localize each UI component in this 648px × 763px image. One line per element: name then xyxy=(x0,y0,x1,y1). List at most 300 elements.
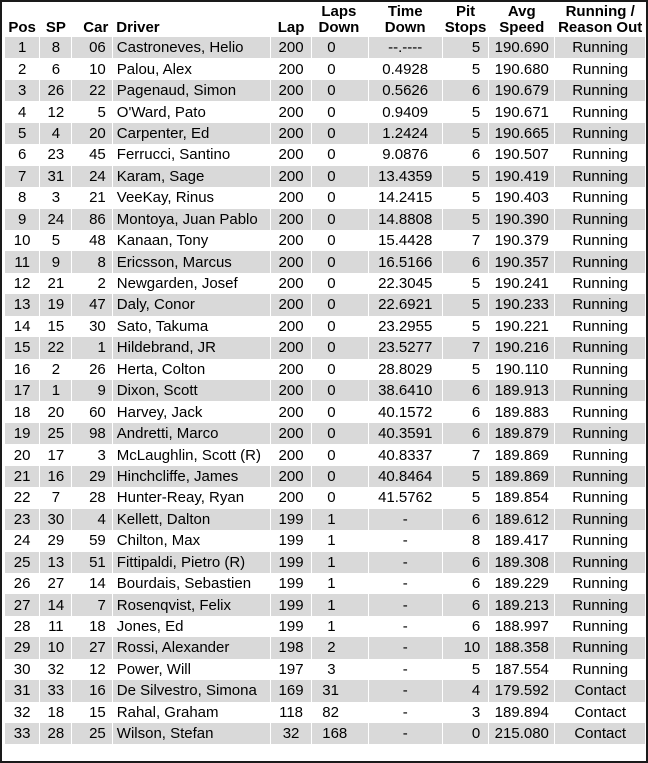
cell-pit-stops: 0 xyxy=(442,723,488,744)
cell-laps-down: 168 xyxy=(312,723,368,744)
cell-pos: 20 xyxy=(5,444,40,465)
cell-status: Running xyxy=(555,573,646,594)
cell-pos: 11 xyxy=(5,251,40,272)
cell-avg-speed: 215.080 xyxy=(489,723,555,744)
cell-lap: 200 xyxy=(270,144,311,165)
cell-avg-speed: 190.680 xyxy=(489,58,555,79)
cell-avg-speed: 190.357 xyxy=(489,251,555,272)
cell-car: 20 xyxy=(72,123,112,144)
cell-status: Running xyxy=(555,123,646,144)
cell-sp: 8 xyxy=(40,37,72,58)
cell-avg-speed: 190.507 xyxy=(489,144,555,165)
cell-laps-down: 0 xyxy=(312,37,368,58)
cell-sp: 26 xyxy=(40,80,72,101)
cell-car: 06 xyxy=(72,37,112,58)
cell-status: Running xyxy=(555,616,646,637)
cell-driver: Kellett, Dalton xyxy=(112,509,270,530)
cell-avg-speed: 190.419 xyxy=(489,166,555,187)
cell-driver: Hunter-Reay, Ryan xyxy=(112,487,270,508)
cell-time-down: - xyxy=(368,659,442,680)
cell-laps-down: 0 xyxy=(312,123,368,144)
cell-avg-speed: 190.379 xyxy=(489,230,555,251)
cell-pos: 32 xyxy=(5,702,40,723)
cell-laps-down: 0 xyxy=(312,294,368,315)
cell-sp: 11 xyxy=(40,616,72,637)
table-header-row xyxy=(5,2,646,37)
header-time-down-line2: Down xyxy=(384,19,426,36)
cell-pos: 1 xyxy=(5,37,40,58)
table-row xyxy=(5,380,646,401)
table-row xyxy=(5,316,646,337)
cell-avg-speed: 189.913 xyxy=(489,380,555,401)
cell-lap: 200 xyxy=(270,101,311,122)
cell-sp: 33 xyxy=(40,680,72,701)
cell-driver: Pagenaud, Simon xyxy=(112,80,270,101)
table-row xyxy=(5,58,646,79)
cell-laps-down: 0 xyxy=(312,58,368,79)
cell-car: 48 xyxy=(72,230,112,251)
cell-avg-speed: 189.308 xyxy=(489,552,555,573)
cell-sp: 28 xyxy=(40,723,72,744)
cell-lap: 199 xyxy=(270,573,311,594)
cell-avg-speed: 189.869 xyxy=(489,466,555,487)
results-body xyxy=(5,37,646,744)
cell-pit-stops: 5 xyxy=(442,166,488,187)
cell-avg-speed: 190.679 xyxy=(489,80,555,101)
cell-sp: 27 xyxy=(40,573,72,594)
cell-pit-stops: 7 xyxy=(442,337,488,358)
cell-time-down: 22.3045 xyxy=(368,273,442,294)
cell-avg-speed: 190.233 xyxy=(489,294,555,315)
cell-pit-stops: 8 xyxy=(442,530,488,551)
cell-pit-stops: 5 xyxy=(442,359,488,380)
cell-car: 3 xyxy=(72,444,112,465)
table-row xyxy=(5,359,646,380)
cell-avg-speed: 190.241 xyxy=(489,273,555,294)
cell-sp: 24 xyxy=(40,209,72,230)
cell-pos: 19 xyxy=(5,423,40,444)
cell-sp: 10 xyxy=(40,637,72,658)
cell-sp: 16 xyxy=(40,466,72,487)
cell-time-down: 13.4359 xyxy=(368,166,442,187)
cell-lap: 200 xyxy=(270,487,311,508)
cell-laps-down: 0 xyxy=(312,316,368,337)
cell-driver: Dixon, Scott xyxy=(112,380,270,401)
cell-driver: Palou, Alex xyxy=(112,58,270,79)
cell-sp: 29 xyxy=(40,530,72,551)
cell-car: 12 xyxy=(72,659,112,680)
cell-sp: 12 xyxy=(40,101,72,122)
header-pit-stops xyxy=(442,2,488,37)
cell-status: Running xyxy=(555,166,646,187)
cell-pit-stops: 5 xyxy=(442,273,488,294)
cell-laps-down: 2 xyxy=(312,637,368,658)
cell-status: Running xyxy=(555,273,646,294)
cell-pos: 6 xyxy=(5,144,40,165)
cell-time-down: 40.8464 xyxy=(368,466,442,487)
cell-status: Running xyxy=(555,637,646,658)
cell-avg-speed: 190.671 xyxy=(489,101,555,122)
cell-pit-stops: 6 xyxy=(442,594,488,615)
cell-pos: 17 xyxy=(5,380,40,401)
cell-car: 30 xyxy=(72,316,112,337)
cell-time-down: - xyxy=(368,573,442,594)
table-row xyxy=(5,637,646,658)
cell-driver: Jones, Ed xyxy=(112,616,270,637)
header-status-line2: Reason Out xyxy=(558,19,643,36)
header-avg-speed-line1: Avg xyxy=(507,3,536,20)
cell-time-down: 9.0876 xyxy=(368,144,442,165)
table-row xyxy=(5,166,646,187)
cell-pit-stops: 5 xyxy=(442,294,488,315)
cell-car: 9 xyxy=(72,380,112,401)
cell-sp: 14 xyxy=(40,594,72,615)
cell-status: Running xyxy=(555,552,646,573)
cell-pit-stops: 5 xyxy=(442,123,488,144)
cell-pos: 21 xyxy=(5,466,40,487)
cell-avg-speed: 187.554 xyxy=(489,659,555,680)
table-row xyxy=(5,723,646,744)
cell-status: Running xyxy=(555,101,646,122)
cell-car: 29 xyxy=(72,466,112,487)
cell-car: 47 xyxy=(72,294,112,315)
cell-lap: 199 xyxy=(270,530,311,551)
cell-pit-stops: 6 xyxy=(442,401,488,422)
cell-sp: 5 xyxy=(40,230,72,251)
cell-avg-speed: 189.869 xyxy=(489,444,555,465)
table-row xyxy=(5,401,646,422)
cell-status: Running xyxy=(555,337,646,358)
cell-lap: 118 xyxy=(270,702,311,723)
cell-car: 2 xyxy=(72,273,112,294)
table-row xyxy=(5,80,646,101)
cell-pos: 2 xyxy=(5,58,40,79)
cell-pos: 30 xyxy=(5,659,40,680)
table-row xyxy=(5,573,646,594)
cell-sp: 15 xyxy=(40,316,72,337)
cell-pit-stops: 5 xyxy=(442,58,488,79)
cell-time-down: - xyxy=(368,509,442,530)
cell-status: Running xyxy=(555,509,646,530)
table-row xyxy=(5,101,646,122)
cell-pit-stops: 5 xyxy=(442,487,488,508)
cell-lap: 200 xyxy=(270,401,311,422)
cell-avg-speed: 189.213 xyxy=(489,594,555,615)
cell-car: 16 xyxy=(72,680,112,701)
header-status xyxy=(555,2,646,37)
cell-sp: 4 xyxy=(40,123,72,144)
cell-car: 86 xyxy=(72,209,112,230)
cell-driver: Karam, Sage xyxy=(112,166,270,187)
cell-sp: 19 xyxy=(40,294,72,315)
cell-lap: 197 xyxy=(270,659,311,680)
cell-time-down: - xyxy=(368,680,442,701)
cell-time-down: 1.2424 xyxy=(368,123,442,144)
cell-pit-stops: 7 xyxy=(442,230,488,251)
cell-status: Running xyxy=(555,359,646,380)
table-row xyxy=(5,37,646,58)
cell-pos: 14 xyxy=(5,316,40,337)
cell-laps-down: 1 xyxy=(312,573,368,594)
cell-status: Running xyxy=(555,659,646,680)
cell-car: 5 xyxy=(72,101,112,122)
cell-car: 1 xyxy=(72,337,112,358)
cell-sp: 9 xyxy=(40,251,72,272)
cell-lap: 200 xyxy=(270,466,311,487)
cell-status: Running xyxy=(555,530,646,551)
cell-status: Running xyxy=(555,58,646,79)
cell-driver: Fittipaldi, Pietro (R) xyxy=(112,552,270,573)
cell-car: 7 xyxy=(72,594,112,615)
cell-lap: 32 xyxy=(270,723,311,744)
table-row xyxy=(5,680,646,701)
cell-laps-down: 0 xyxy=(312,273,368,294)
cell-avg-speed: 190.403 xyxy=(489,187,555,208)
cell-pit-stops: 5 xyxy=(442,209,488,230)
cell-pos: 10 xyxy=(5,230,40,251)
cell-time-down: - xyxy=(368,702,442,723)
cell-pos: 15 xyxy=(5,337,40,358)
cell-laps-down: 0 xyxy=(312,487,368,508)
cell-avg-speed: 190.665 xyxy=(489,123,555,144)
cell-driver: Harvey, Jack xyxy=(112,401,270,422)
cell-car: 60 xyxy=(72,401,112,422)
cell-lap: 200 xyxy=(270,337,311,358)
cell-status: Running xyxy=(555,466,646,487)
cell-pos: 27 xyxy=(5,594,40,615)
cell-sp: 2 xyxy=(40,359,72,380)
cell-avg-speed: 189.854 xyxy=(489,487,555,508)
cell-driver: Bourdais, Sebastien xyxy=(112,573,270,594)
race-results-table xyxy=(4,2,646,744)
cell-driver: Carpenter, Ed xyxy=(112,123,270,144)
cell-lap: 199 xyxy=(270,594,311,615)
cell-avg-speed: 189.612 xyxy=(489,509,555,530)
header-pos: Pos xyxy=(5,2,40,37)
header-lap: Lap xyxy=(270,2,311,37)
cell-lap: 200 xyxy=(270,166,311,187)
cell-pit-stops: 6 xyxy=(442,616,488,637)
header-pit-stops-line2: Stops xyxy=(444,19,487,36)
cell-lap: 200 xyxy=(270,80,311,101)
cell-pos: 5 xyxy=(5,123,40,144)
cell-laps-down: 0 xyxy=(312,209,368,230)
cell-pos: 24 xyxy=(5,530,40,551)
cell-pos: 29 xyxy=(5,637,40,658)
cell-time-down: - xyxy=(368,723,442,744)
table-row xyxy=(5,444,646,465)
table-row xyxy=(5,123,646,144)
cell-laps-down: 0 xyxy=(312,101,368,122)
cell-driver: Sato, Takuma xyxy=(112,316,270,337)
cell-laps-down: 1 xyxy=(312,616,368,637)
cell-driver: Ericsson, Marcus xyxy=(112,251,270,272)
cell-status: Contact xyxy=(555,702,646,723)
cell-status: Contact xyxy=(555,680,646,701)
header-sp: SP xyxy=(40,2,72,37)
cell-time-down: 23.5277 xyxy=(368,337,442,358)
cell-driver: Chilton, Max xyxy=(112,530,270,551)
header-avg-speed xyxy=(489,2,555,37)
cell-driver: Power, Will xyxy=(112,659,270,680)
cell-car: 18 xyxy=(72,616,112,637)
cell-sp: 31 xyxy=(40,166,72,187)
cell-car: 4 xyxy=(72,509,112,530)
cell-car: 21 xyxy=(72,187,112,208)
cell-avg-speed: 190.221 xyxy=(489,316,555,337)
cell-time-down: 16.5166 xyxy=(368,251,442,272)
cell-time-down: 23.2955 xyxy=(368,316,442,337)
cell-pit-stops: 6 xyxy=(442,251,488,272)
cell-time-down: 41.5762 xyxy=(368,487,442,508)
table-row xyxy=(5,273,646,294)
cell-lap: 200 xyxy=(270,37,311,58)
cell-pit-stops: 6 xyxy=(442,80,488,101)
cell-driver: VeeKay, Rinus xyxy=(112,187,270,208)
cell-driver: Hinchcliffe, James xyxy=(112,466,270,487)
cell-lap: 169 xyxy=(270,680,311,701)
cell-car: 24 xyxy=(72,166,112,187)
cell-driver: Hildebrand, JR xyxy=(112,337,270,358)
cell-time-down: - xyxy=(368,616,442,637)
cell-time-down: - xyxy=(368,637,442,658)
cell-laps-down: 0 xyxy=(312,80,368,101)
cell-car: 25 xyxy=(72,723,112,744)
cell-driver: Rosenqvist, Felix xyxy=(112,594,270,615)
table-row xyxy=(5,337,646,358)
cell-pos: 31 xyxy=(5,680,40,701)
cell-lap: 200 xyxy=(270,316,311,337)
cell-laps-down: 3 xyxy=(312,659,368,680)
cell-avg-speed: 189.894 xyxy=(489,702,555,723)
cell-lap: 200 xyxy=(270,230,311,251)
cell-status: Running xyxy=(555,144,646,165)
cell-pit-stops: 5 xyxy=(442,659,488,680)
table-row xyxy=(5,209,646,230)
cell-lap: 200 xyxy=(270,380,311,401)
header-avg-speed-line2: Speed xyxy=(499,19,545,36)
header-laps-down-line1: Laps xyxy=(321,3,357,20)
cell-status: Running xyxy=(555,401,646,422)
cell-lap: 200 xyxy=(270,294,311,315)
table-row xyxy=(5,530,646,551)
header-time-down-line1: Time xyxy=(387,3,423,20)
header-car: Car xyxy=(72,2,112,37)
cell-lap: 199 xyxy=(270,616,311,637)
cell-lap: 200 xyxy=(270,423,311,444)
cell-pit-stops: 5 xyxy=(442,466,488,487)
cell-lap: 200 xyxy=(270,58,311,79)
cell-pit-stops: 10 xyxy=(442,637,488,658)
header-laps-down xyxy=(312,2,368,37)
cell-status: Running xyxy=(555,251,646,272)
cell-laps-down: 0 xyxy=(312,251,368,272)
table-row xyxy=(5,702,646,723)
cell-time-down: 40.1572 xyxy=(368,401,442,422)
cell-avg-speed: 190.110 xyxy=(489,359,555,380)
cell-pos: 7 xyxy=(5,166,40,187)
cell-sp: 22 xyxy=(40,337,72,358)
cell-pos: 18 xyxy=(5,401,40,422)
cell-time-down: 40.3591 xyxy=(368,423,442,444)
cell-pit-stops: 5 xyxy=(442,316,488,337)
cell-car: 59 xyxy=(72,530,112,551)
cell-pit-stops: 6 xyxy=(442,380,488,401)
cell-sp: 20 xyxy=(40,401,72,422)
header-time-down xyxy=(368,2,442,37)
cell-time-down: 28.8029 xyxy=(368,359,442,380)
cell-laps-down: 1 xyxy=(312,594,368,615)
cell-laps-down: 0 xyxy=(312,466,368,487)
cell-sp: 30 xyxy=(40,509,72,530)
table-row xyxy=(5,294,646,315)
cell-pos: 12 xyxy=(5,273,40,294)
cell-pit-stops: 5 xyxy=(442,37,488,58)
cell-status: Running xyxy=(555,380,646,401)
cell-laps-down: 1 xyxy=(312,552,368,573)
cell-avg-speed: 188.997 xyxy=(489,616,555,637)
header-pit-stops-line1: Pit xyxy=(455,3,476,20)
cell-pit-stops: 6 xyxy=(442,144,488,165)
cell-lap: 200 xyxy=(270,123,311,144)
table-row xyxy=(5,251,646,272)
cell-pos: 23 xyxy=(5,509,40,530)
cell-car: 14 xyxy=(72,573,112,594)
cell-driver: Kanaan, Tony xyxy=(112,230,270,251)
cell-car: 22 xyxy=(72,80,112,101)
cell-pit-stops: 5 xyxy=(442,101,488,122)
cell-driver: Rossi, Alexander xyxy=(112,637,270,658)
cell-pit-stops: 7 xyxy=(442,444,488,465)
cell-avg-speed: 190.690 xyxy=(489,37,555,58)
cell-avg-speed: 189.229 xyxy=(489,573,555,594)
cell-laps-down: 0 xyxy=(312,380,368,401)
cell-sp: 3 xyxy=(40,187,72,208)
cell-pit-stops: 6 xyxy=(442,423,488,444)
cell-driver: Andretti, Marco xyxy=(112,423,270,444)
cell-car: 15 xyxy=(72,702,112,723)
cell-laps-down: 82 xyxy=(312,702,368,723)
cell-status: Running xyxy=(555,316,646,337)
table-row xyxy=(5,509,646,530)
header-laps-down-line2: Down xyxy=(318,19,360,36)
table-row xyxy=(5,552,646,573)
cell-pos: 28 xyxy=(5,616,40,637)
cell-laps-down: 0 xyxy=(312,423,368,444)
cell-status: Running xyxy=(555,423,646,444)
cell-pos: 16 xyxy=(5,359,40,380)
cell-pos: 33 xyxy=(5,723,40,744)
table-row xyxy=(5,659,646,680)
cell-avg-speed: 189.883 xyxy=(489,401,555,422)
cell-avg-speed: 189.417 xyxy=(489,530,555,551)
cell-lap: 198 xyxy=(270,637,311,658)
cell-avg-speed: 190.216 xyxy=(489,337,555,358)
cell-lap: 200 xyxy=(270,187,311,208)
cell-status: Running xyxy=(555,230,646,251)
cell-lap: 200 xyxy=(270,444,311,465)
cell-pit-stops: 6 xyxy=(442,573,488,594)
cell-lap: 200 xyxy=(270,359,311,380)
cell-sp: 7 xyxy=(40,487,72,508)
cell-sp: 18 xyxy=(40,702,72,723)
table-row xyxy=(5,423,646,444)
cell-time-down: 0.4928 xyxy=(368,58,442,79)
cell-time-down: 14.8808 xyxy=(368,209,442,230)
cell-sp: 23 xyxy=(40,144,72,165)
cell-lap: 200 xyxy=(270,251,311,272)
cell-time-down: 14.2415 xyxy=(368,187,442,208)
